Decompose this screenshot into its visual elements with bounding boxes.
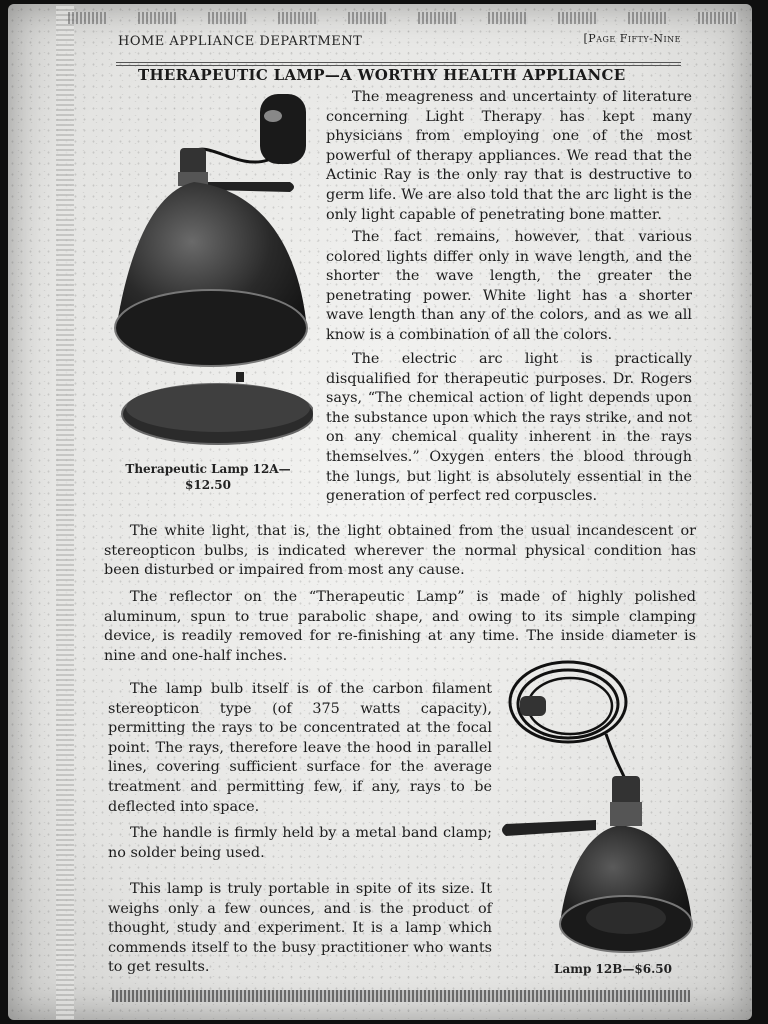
lamp-12a-illustration <box>108 90 313 460</box>
paragraph-5: The reflector on the “Therapeutic Lamp” is made of highly polished aluminum, spun to true parabolic shape, and owing to its simple clamping device, is readily removed for re-finishing at any time. The inside diameter is nine and one-half inches. <box>104 589 696 664</box>
paragraph-8: This lamp is truly portable in spite of its size. It weighs only a few ounces, and is the product of thought, study and experiment. It is a lamp which commends itself to the busy practitioner who wants to get results. <box>108 881 492 976</box>
department-label: HOME APPLIANCE DEPARTMENT <box>118 34 363 49</box>
paragraph-3: The electric arc light is practically disqualified for therapeutic purposes. Dr. Rogers says, “The chemical action of light depends upon the substance upon which the rays strike, and not on any chemical quality inherent in the rays themselves.” Oxygen enters the blood through the lungs, but light is absolutely essential in the generation of perfect red corpuscles. <box>326 351 692 505</box>
binding-edge <box>56 4 74 1020</box>
lamp-12a-caption <box>108 462 308 492</box>
article-title: THERAPEUTIC LAMP—A WORTHY HEALTH APPLIANCE <box>138 66 626 84</box>
top-perforation-strip <box>68 12 752 26</box>
lamp-12b-caption: Lamp 12B—$6.50 <box>554 962 672 976</box>
paragraph-1: The meagreness and uncertainty of literature concerning Light Therapy has kept many physicians from employing one of the most powerful of therapy appliances. We read that the Actinic Ray is the only ray that is destructive to germ life. We are also told that the arc light is the only light capable of penetrating bone matter. <box>326 89 692 223</box>
paragraph-6: The lamp bulb itself is of the carbon filament stereopticon type (of 375 watts capacity), permitting the rays to be concentrated at the focal point. The rays, therefore leave the hood in parallel lines, covering sufficient surface for the average treatment and permitting few, if any, rays to be deflected into space. <box>108 681 492 815</box>
bottom-rule <box>112 990 690 1002</box>
catalog-page <box>8 4 752 1020</box>
page-number-label: [Page Fifty-Nine <box>583 32 681 45</box>
paragraph-7: The handle is firmly held by a metal band clamp; no solder being used. <box>108 825 492 861</box>
page-header <box>116 32 681 66</box>
paragraph-4: The white light, that is, the light obtained from the usual incandescent or stereopticon bulbs, is indicated wherever the normal physical condition has been disturbed or impaired from most any cause. <box>104 523 696 579</box>
paragraph-2: The fact remains, however, that various colored lights differ only in wave length, and the shorter the wave length, the greater the penetrating power. White light has a shorter wave length than any of the colors, and as we all know is a combination of all the colors. <box>326 229 692 343</box>
lamp-12b-illustration <box>496 654 696 964</box>
lamp-12a-name: Therapeutic Lamp 12A— <box>125 462 291 476</box>
lamp-12a-price: $12.50 <box>185 478 231 492</box>
